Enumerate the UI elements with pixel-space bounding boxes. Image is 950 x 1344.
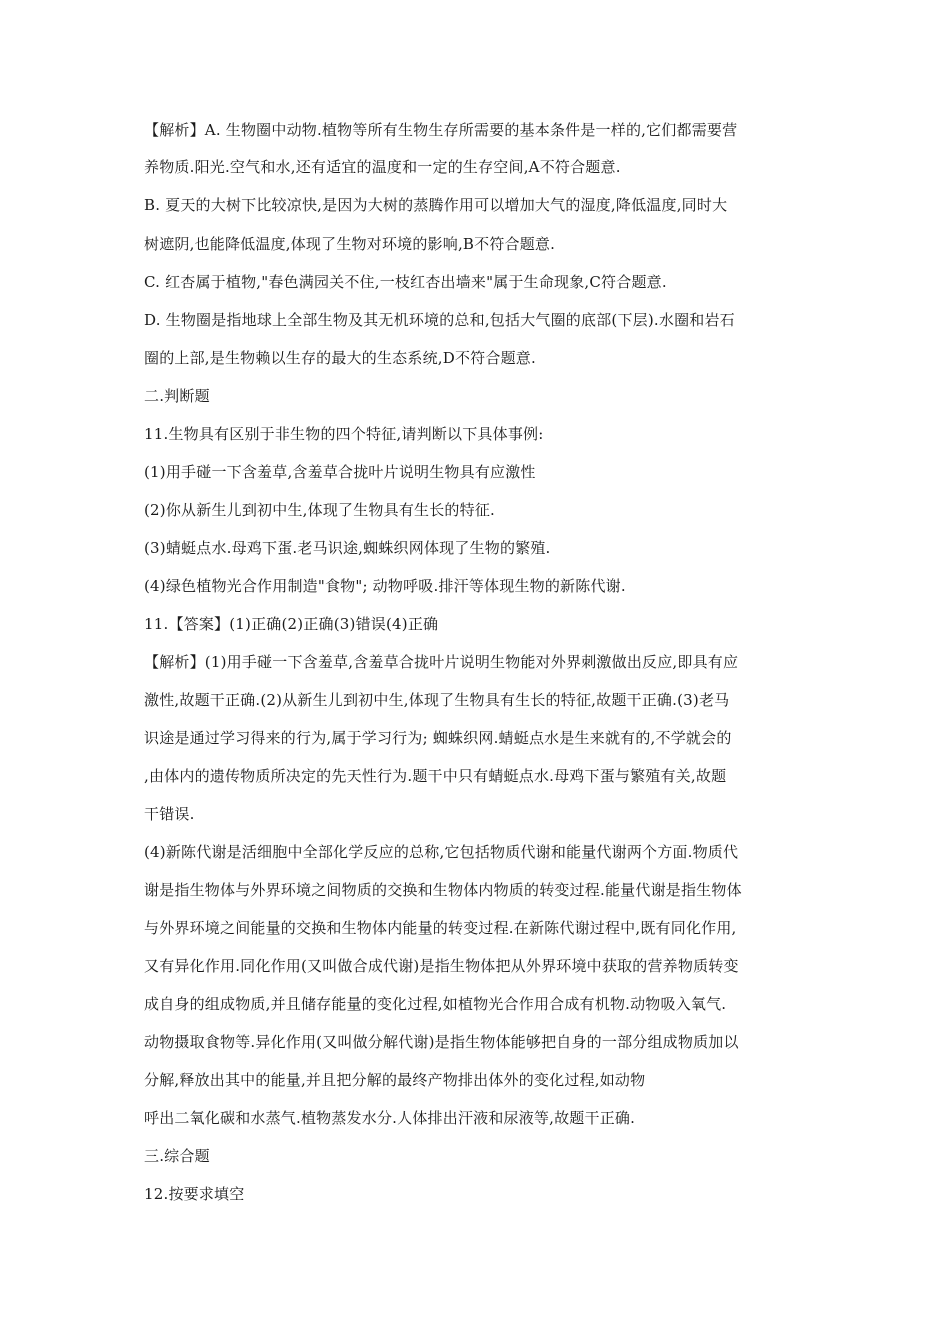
analysis-a-line-2: 养物质.阳光.空气和水,还有适宜的温度和一定的生存空间,A不符合题意.	[144, 158, 621, 176]
question-11-item-4: (4)绿色植物光合作用制造"食物"; 动物呼吸.排汗等体现生物的新陈代谢.	[144, 577, 626, 595]
question-11-analysis-line-10: 成自身的组成物质,并且储存能量的变化过程,如植物光合作用合成有机物.动物吸入氧气.	[144, 995, 727, 1013]
question-11-analysis-line-11: 动物摄取食物等.异化作用(又叫做分解代谢)是指生物体能够把自身的一部分组成物质加以	[144, 1033, 739, 1051]
analysis-a-line-1: 【解析】A. 生物圈中动物.植物等所有生物生存所需要的基本条件是一样的,它们都需要营	[144, 121, 738, 139]
section-heading-judgment: 二.判断题	[144, 387, 210, 405]
section-heading-comprehensive: 三.综合题	[144, 1147, 210, 1165]
question-11-analysis-line-2: 激性,故题干正确.(2)从新生儿到初中生,体现了生物具有生长的特征,故题干正确.(3)老马	[144, 691, 730, 709]
question-11-analysis-line-5: 干错误.	[144, 805, 195, 823]
question-12-stem: 12.按要求填空	[144, 1185, 245, 1203]
analysis-d-line-2: 圈的上部,是生物赖以生存的最大的生态系统,D不符合题意.	[144, 349, 536, 367]
question-11-analysis-line-13: 呼出二氧化碳和水蒸气.植物蒸发水分.人体排出汗液和尿液等,故题干正确.	[144, 1109, 636, 1127]
question-11-analysis-line-9: 又有异化作用.同化作用(又叫做合成代谢)是指生物体把从外界环境中获取的营养物质转变	[144, 957, 739, 975]
question-11-analysis-line-1: 【解析】(1)用手碰一下含羞草,含羞草合拢叶片说明生物能对外界刺激做出反应,即具有应	[144, 653, 739, 671]
analysis-b-line-2: 树遮阴,也能降低温度,体现了生物对环境的影响,B不符合题意.	[144, 235, 556, 253]
question-11-analysis-line-8: 与外界环境之间能量的交换和生物体内能量的转变过程.在新陈代谢过程中,既有同化作用,	[144, 919, 737, 937]
analysis-c-line: C. 红杏属于植物,"春色满园关不住,一枝红杏出墙来"属于生命现象,C符合题意.	[144, 273, 667, 291]
question-11-answer: 11.【答案】(1)正确(2)正确(3)错误(4)正确	[144, 615, 439, 633]
question-11-analysis-line-7: 谢是指生物体与外界环境之间物质的交换和生物体内物质的转变过程.能量代谢是指生物体	[144, 881, 742, 899]
question-11-item-1: (1)用手碰一下含羞草,含羞草合拢叶片说明生物具有应激性	[144, 463, 536, 481]
question-11-analysis-line-12: 分解,释放出其中的能量,并且把分解的最终产物排出体外的变化过程,如动物	[144, 1071, 646, 1089]
question-11-item-2: (2)你从新生儿到初中生,体现了生物具有生长的特征.	[144, 501, 495, 519]
analysis-d-line-1: D. 生物圈是指地球上全部生物及其无机环境的总和,包括大气圈的底部(下层).水圈和岩石	[144, 311, 735, 329]
question-11-analysis-line-6: (4)新陈代谢是活细胞中全部化学反应的总称,它包括物质代谢和能量代谢两个方面.物质代	[144, 843, 739, 861]
question-11-item-3: (3)蜻蜓点水.母鸡下蛋.老马识途,蜘蛛织网体现了生物的繁殖.	[144, 539, 551, 557]
question-11-analysis-line-4: ,由体内的遗传物质所决定的先天性行为.题干中只有蜻蜓点水.母鸡下蛋与繁殖有关,故题	[144, 767, 727, 785]
analysis-b-line-1: B. 夏天的大树下比较凉快,是因为大树的蒸腾作用可以增加大气的湿度,降低温度,同时大	[144, 196, 728, 214]
question-11-analysis-line-3: 识途是通过学习得来的行为,属于学习行为; 蜘蛛织网.蜻蜓点水是生来就有的,不学就会的	[144, 729, 732, 747]
question-11-stem: 11.生物具有区别于非生物的四个特征,请判断以下具体事例:	[144, 425, 544, 443]
